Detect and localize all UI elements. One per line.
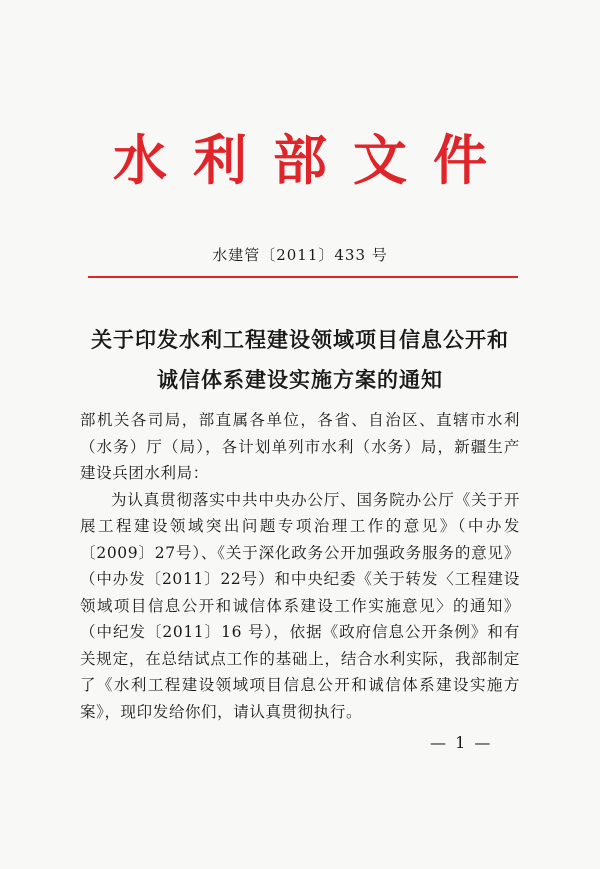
notice-title-line-1: 关于印发水利工程建设领域项目信息公开和: [91, 327, 509, 352]
notice-title-line-2: 诚信体系建设实施方案的通知: [157, 367, 443, 392]
addressees-paragraph: 部机关各司局，部直属各单位，各省、自治区、直辖市水利（水务）厅（局），各计划单列市水利（水务）局，新疆生产建设兵团水利局：: [80, 411, 520, 482]
main-paragraph: 为认真贯彻落实中共中央办公厅、国务院办公厅《关于开展工程建设领域突出问题专项治理工作的意见》（中办发〔2009〕27号）、《关于深化政务公开加强政务服务的意见》（中办发〔2011〕22号）和中央纪委《关于转发〈工程建设领域项目信息公开和诚信体系建设工作实施意见〉的通知》（中纪发〔2011〕16 号），依据《政府信息公开条例》和有关规定，在总结试点工作的基础上，结合水利实际，我部制定了《水利工程建设领域项目信息公开和诚信体系建设实施方案》，现印发给你们，请认真贯彻执行。: [80, 490, 520, 721]
notice-title: [0, 320, 600, 400]
document-number: 水建管〔2011〕433 号: [212, 246, 388, 264]
red-divider-line: [88, 276, 518, 278]
document-body: [80, 407, 520, 725]
page-number: — 1 —: [430, 733, 493, 752]
document-header-title: 水利部文件: [113, 128, 513, 192]
